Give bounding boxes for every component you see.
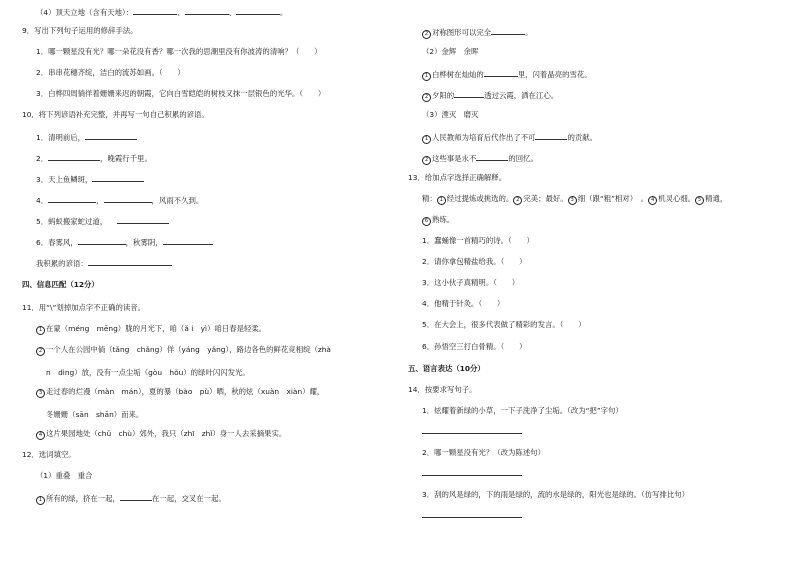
answer-line[interactable] (422, 508, 522, 518)
circled-number: 6 (422, 217, 431, 226)
q11-item-1: 1 在蒙（méng mēng）胧的月光下，咱（ǎ i yì）咱日春是轻柔。 (22, 324, 266, 335)
q14-answer-line-3 (408, 508, 522, 518)
answer-blank[interactable] (454, 89, 484, 98)
q4-line: （4）顶天立地（含有天地）： 、 、 。 (36, 8, 288, 17)
answer-blank[interactable] (120, 492, 152, 501)
q13-item-2: 2．请你拿包精盐给我。（ ） (422, 257, 527, 266)
circled-number: 5 (695, 196, 704, 205)
q12-item-1: 1 所有的绿，挤在一起， 在一起，交叉在一起。 (22, 492, 226, 505)
q11-item-2: 2 一个人在公园中倘（tǎng chǎng）佯（yáng yǎng），路边各色的鲜花竞相绽（zhà (22, 345, 331, 356)
q11-item-3: 3 走过春的烂漫（màn mán），夏的暴（bào pù）晒，秋的炫（xuàn xiàn）耀， (22, 387, 324, 398)
q9-item-3: 3．白桦四周徜徉着姗姗来迟的朝霞，它向白雪皑皑的树枝又抹一层银色的光华。（ ） (36, 89, 326, 98)
q12-sub2-item-2: 2 夕阳的 透过云霞，洒在江心。 (408, 89, 558, 102)
q12-item-2: 2 对称图形可以完全 。 (408, 26, 533, 39)
q14-item-3: 3．刮的风是绿的，下的雨是绿的，流的水是绿的，阳光也是绿的。（仿写排比句） (422, 490, 690, 499)
answer-line[interactable] (422, 466, 522, 476)
circled-number: 2 (422, 93, 431, 102)
circled-number: 1 (422, 72, 431, 81)
q10-title: 10．将下列谚语补充完整，并再写一句自己积累的谚语。 (22, 110, 209, 119)
answer-blank[interactable] (491, 26, 525, 35)
answer-blank[interactable] (185, 6, 229, 15)
answer-blank[interactable] (92, 173, 144, 182)
q14-item-1: 1．炫耀着新绿的小草，一下子洗净了尘垢。（改为“把”字句） (422, 406, 623, 415)
q13-item-3: 3．这小伙子真精明。（ ） (422, 278, 520, 287)
circled-number: 4 (648, 196, 657, 205)
q11-item-2-cont: n dìng）放，没有一点尘垢（gòu hǒu）的绿叶闪闪发光。 (46, 368, 250, 377)
q10-item-3: 3．天上鱼鳞斑， (22, 173, 144, 185)
q12-sub3-item-1: 1 人民教师为培育后代作出了不可 的贡献。 (408, 131, 597, 144)
q11-item-3-cont: 冬姗姗（sān shān）而来。 (46, 410, 144, 419)
q14-answer-line-2 (408, 466, 522, 476)
q13-item-5: 5．在大会上，很多代表做了精彩的发言。（ ） (422, 320, 586, 329)
q10-own: 我积累的谚语： (22, 257, 172, 269)
circled-number: 1 (437, 196, 446, 205)
q9-title: 9．写出下列句子运用的修辞手法。 (22, 26, 138, 35)
answer-blank[interactable] (88, 257, 172, 266)
answer-blank[interactable] (236, 6, 280, 15)
circled-number: 2 (422, 30, 431, 39)
circled-number: 4 (36, 431, 45, 440)
circled-number: 1 (422, 135, 431, 144)
q12-sub-2: （2）金辉 余晖 (422, 47, 479, 56)
q9-item-2: 2．串串花穗齐绽，洁白的流苏如画。（ ） (36, 68, 185, 77)
q13-title: 13．给加点字选择正确解释。 (408, 173, 507, 182)
section-5-title: 五、语言表达（10分） (408, 364, 485, 373)
q10-item-4: 4． ， ，风雨不久到。 (36, 196, 204, 205)
answer-blank[interactable] (85, 131, 137, 140)
circled-number: 2 (36, 347, 45, 356)
answer-blank[interactable] (78, 236, 126, 245)
circled-number: 3 (568, 196, 577, 205)
q10-item-1: 1．清明前后， (22, 131, 137, 143)
q13-item-6: 6．孙悟空三打白骨精。（ ） (422, 342, 527, 351)
q10-item-2: 2． ，晚霞行千里。 (36, 154, 152, 163)
q12-sub2-item-1: 1 白桦树在灿灿的 里，闪着晶亮的雪花。 (408, 68, 592, 81)
q12-sub3-item-2: 2 这些事是永不 的回忆。 (408, 152, 538, 165)
circled-number: 3 (36, 389, 45, 398)
answer-blank[interactable] (48, 152, 100, 161)
section-4-title: 四、信息匹配（12分） (22, 280, 99, 289)
q14-answer-line-1 (408, 424, 522, 434)
q11-item-4: 4 这片果园地处（chǔ chù）郊外，我只（zhī zhǐ）身一人去采摘果实。 (22, 429, 286, 440)
q13-item-1: 1．蠢蛹像一首精巧的诗。（ ） (422, 236, 534, 245)
q13-item-4: 4．他精于针灸。（ ） (422, 299, 505, 308)
q10-item-5: 5．蚂蚁搬家蛇过道， (22, 215, 169, 227)
answer-blank[interactable] (476, 152, 508, 161)
circled-number: 2 (513, 196, 522, 205)
q12-sub-1: （1）重叠 重合 (36, 471, 93, 480)
answer-blank[interactable] (484, 68, 518, 77)
answer-blank[interactable] (104, 194, 152, 203)
answer-blank[interactable] (48, 194, 96, 203)
q11-title: 11．用“\”划掉加点字不正确的读音。 (22, 303, 146, 312)
answer-blank[interactable] (535, 131, 567, 140)
q12-title: 12．选词填空。 (22, 450, 76, 459)
q9-item-1: 1．哪一颗星没有光？哪一朵花没有香？哪一次我的思潮里没有你波涛的清响？（ ） (36, 47, 322, 56)
answer-blank[interactable] (163, 236, 213, 245)
circled-number: 1 (36, 496, 45, 505)
q12-sub-3: （3）湮灭 磨灭 (422, 110, 479, 119)
q13-definitions: 精： 1 经过提炼或挑选的。 2 完美；最好。 3 细（跟“粗”相对） 。 4 机灵心细。 5 精通， (422, 194, 728, 203)
circled-number: 2 (422, 156, 431, 165)
answer-blank[interactable] (117, 215, 169, 224)
answer-line[interactable] (422, 424, 522, 434)
circled-number: 1 (36, 326, 45, 335)
q14-title: 14．按要求写句子。 (408, 385, 477, 394)
q13-definitions-cont: 6 熟练。 (408, 215, 454, 226)
answer-blank[interactable] (133, 6, 177, 15)
q14-item-2: 2．哪一颗星没有光？（改为陈述句） (422, 448, 545, 457)
q10-item-6: 6．春雾风， ，秋雾阴， (22, 236, 213, 248)
